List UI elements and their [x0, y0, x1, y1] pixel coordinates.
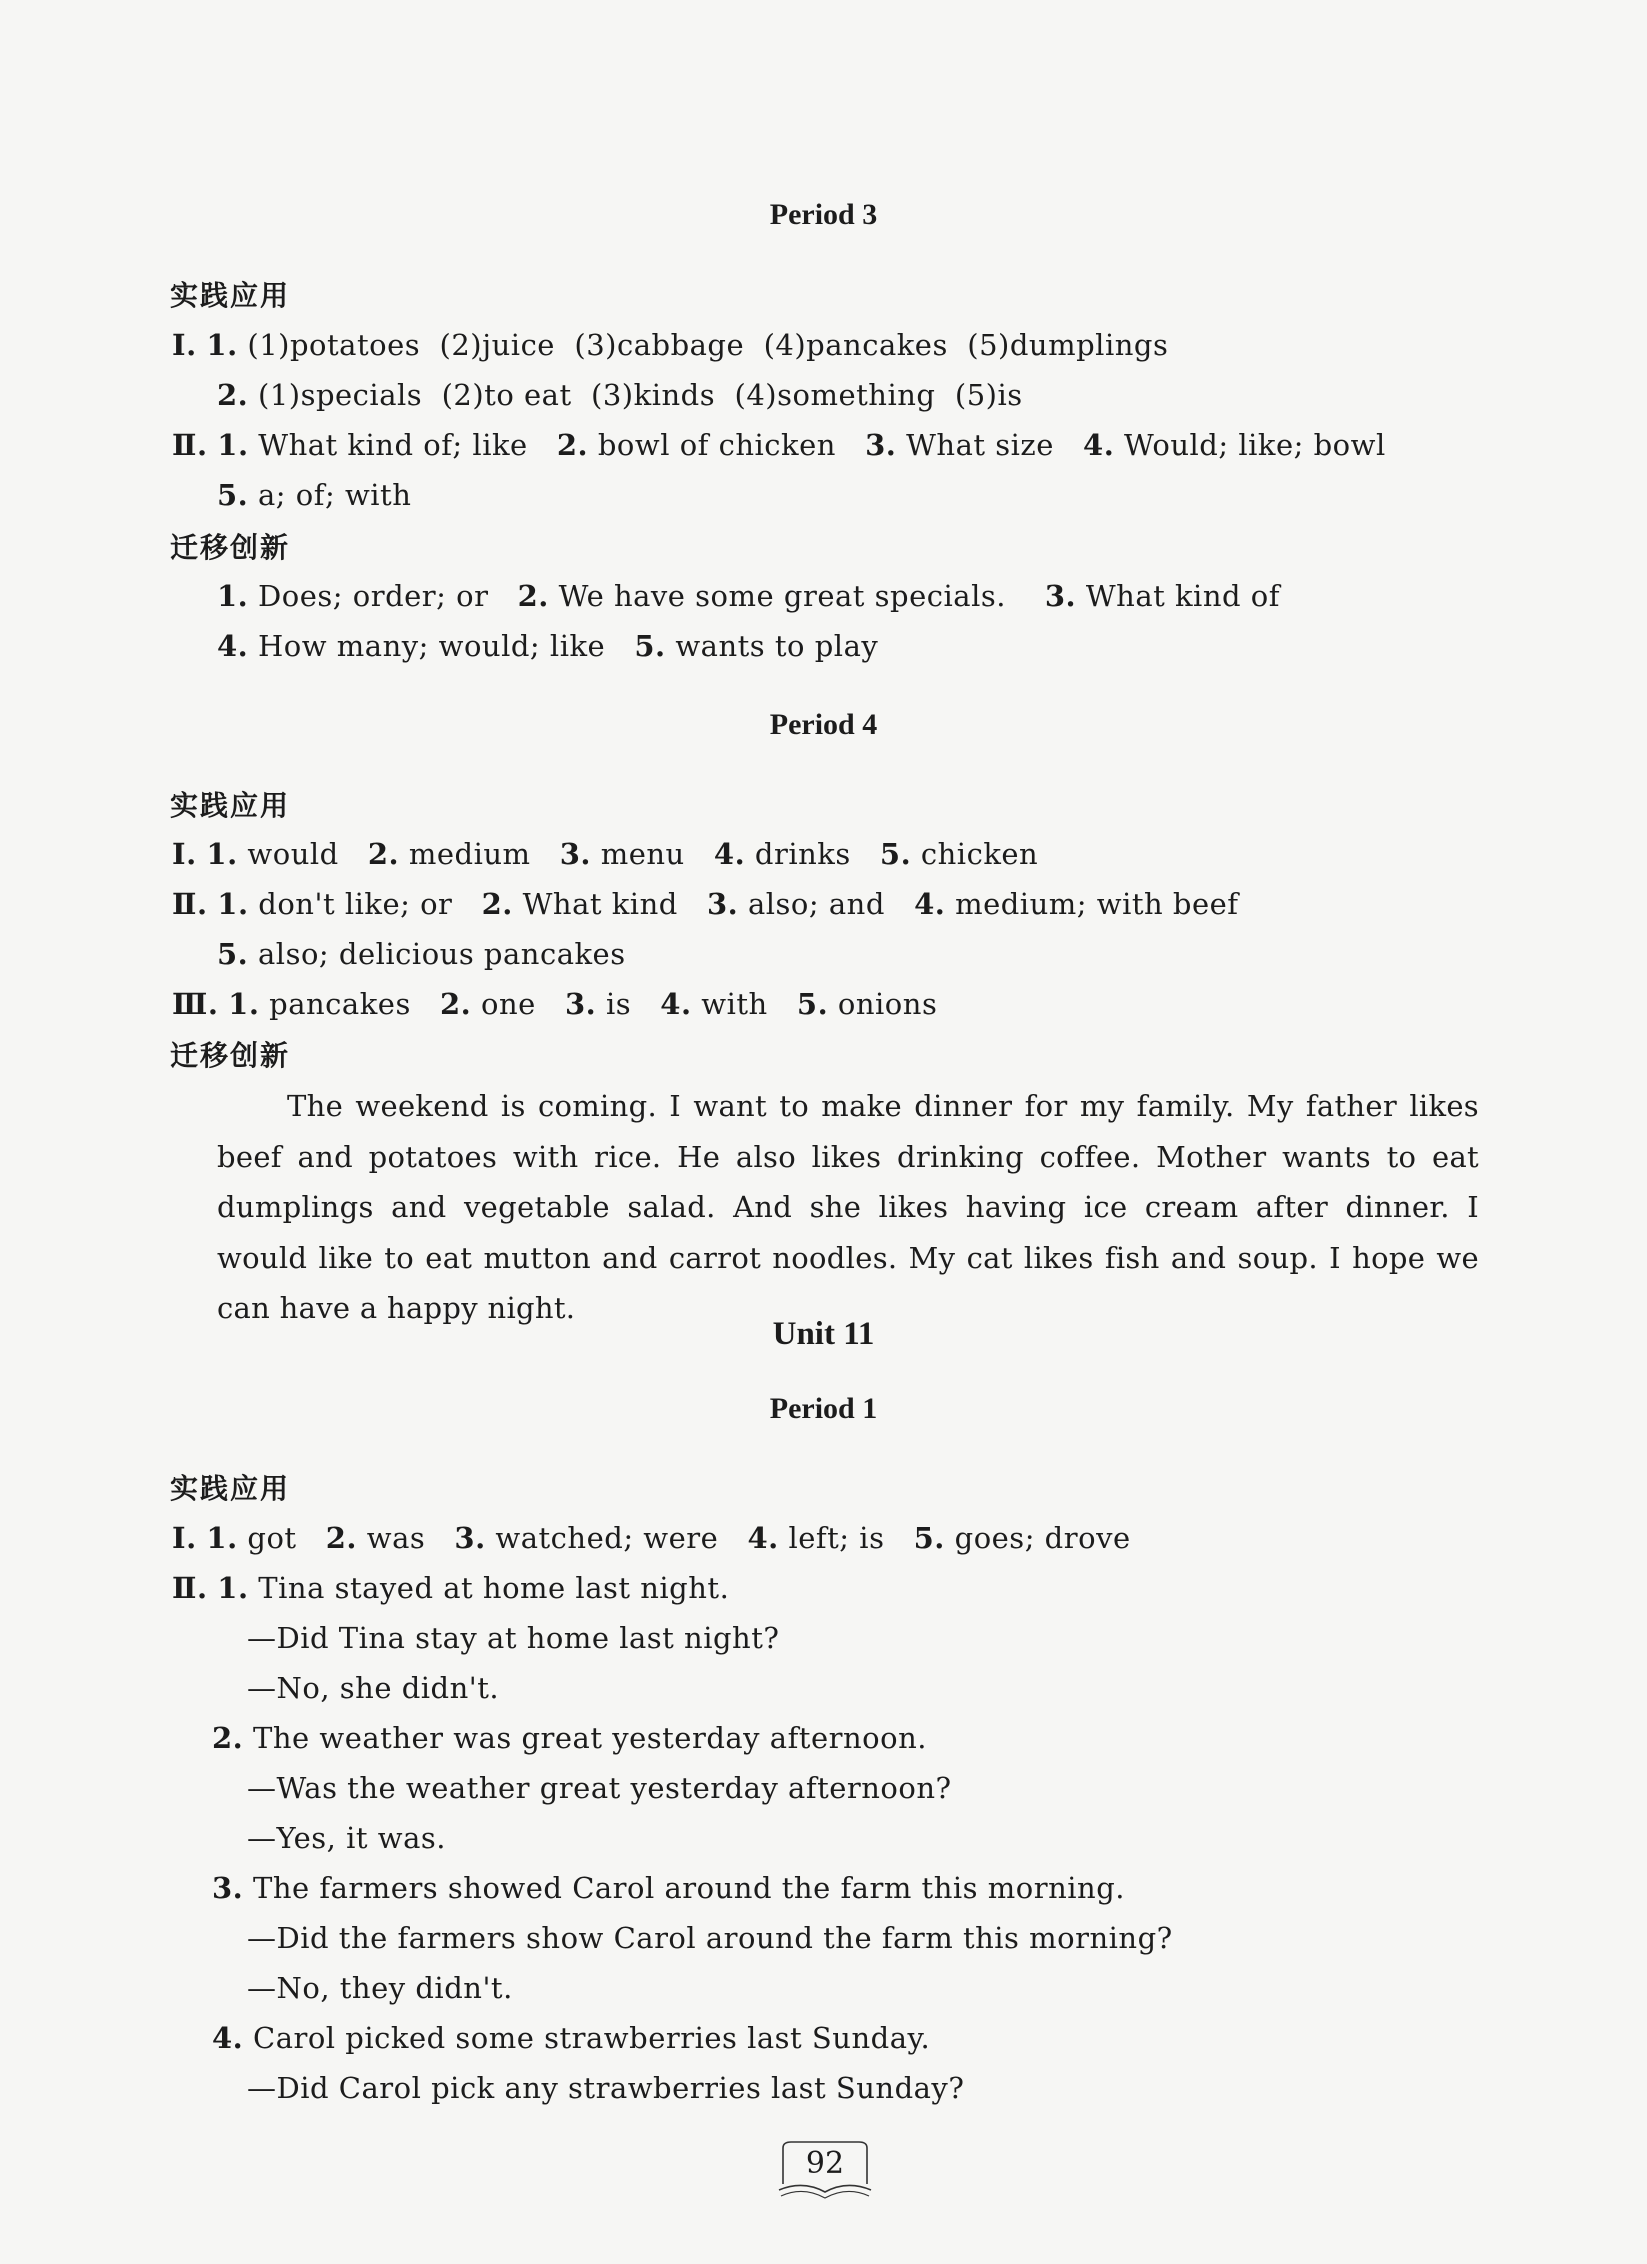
period4-essay: The weekend is coming. I want to make dinner for my family. My father likes beef and potatoes with rice. He also likes drinking coffee. Mother wants to eat dumplings and vegetable salad. And she likes having ice cream after dinner. I would like to eat mutton and carrot noodles. My cat likes fish and soup. I hope we can have a happy night.: [217, 1089, 1479, 1325]
period4-practice-II-row2: 5. also; delicious pancakes: [217, 937, 626, 971]
period4-practice-II-row1: Ⅱ. 1. don't like; or 2. What kind 3. also; and 4. medium; with beef: [172, 887, 1239, 921]
unit11-practice-heading: 实践应用: [170, 1472, 291, 1505]
unit11-II-4-question: —Did Carol pick any strawberries last Sunday?: [247, 2071, 965, 2105]
unit11-title: Unit 11: [772, 1316, 875, 1352]
unit11-II-1-statement: Ⅱ. 1. Tina stayed at home last night.: [172, 1571, 730, 1605]
unit11-practice-I: Ⅰ. 1. got 2. was 3. watched; were 4. left; is 5. goes; drove: [172, 1521, 1131, 1555]
period3-practice-I-2: 2. (1)specials (2)to eat (3)kinds (4)something (5)is: [217, 378, 1023, 412]
unit11-II-3-answer: —No, they didn't.: [247, 1971, 513, 2005]
period3-practice-II-row1: Ⅱ. 1. What kind of; like 2. bowl of chicken 3. What size 4. Would; like; bowl: [172, 428, 1386, 462]
unit11-period1-title: Period 1: [769, 1392, 878, 1425]
unit11-II-2-statement: 2. The weather was great yesterday afternoon.: [212, 1721, 927, 1755]
period4-transfer-heading: 迁移创新: [170, 1039, 291, 1072]
period4-title: Period 4: [769, 708, 878, 741]
period4-practice-I: Ⅰ. 1. would 2. medium 3. menu 4. drinks 5. chicken: [172, 837, 1039, 871]
period3-title: Period 3: [769, 198, 878, 231]
unit11-II-2-answer: —Yes, it was.: [247, 1821, 446, 1855]
page-number-text: 92: [805, 2146, 845, 2181]
unit11-II-2-question: —Was the weather great yesterday afternoon?: [247, 1771, 952, 1805]
unit11-II-3-statement: 3. The farmers showed Carol around the farm this morning.: [212, 1871, 1125, 1905]
period3-transfer-heading: 迁移创新: [170, 531, 291, 564]
unit11-II-3-question: —Did the farmers show Carol around the farm this morning?: [247, 1921, 1173, 1955]
unit11-II-1-answer: —No, she didn't.: [247, 1671, 500, 1705]
period4-practice-III: Ⅲ. 1. pancakes 2. one 3. is 4. with 5. onions: [172, 987, 938, 1021]
period3-practice-heading: 实践应用: [170, 279, 291, 312]
unit11-II-1-question: —Did Tina stay at home last night?: [247, 1621, 780, 1655]
page-number: [775, 2140, 875, 2202]
unit11-II-4-statement: 4. Carol picked some strawberries last Sunday.: [212, 2021, 931, 2055]
period4-practice-heading: 实践应用: [170, 789, 291, 822]
period3-practice-I-1: Ⅰ. 1. (1)potatoes (2)juice (3)cabbage (4)pancakes (5)dumplings: [172, 328, 1169, 362]
period3-practice-II-row2: 5. a; of; with: [217, 478, 412, 512]
period3-transfer-row2: 4. How many; would; like 5. wants to play: [217, 629, 879, 663]
period3-transfer-row1: 1. Does; order; or 2. We have some great specials. 3. What kind of: [217, 579, 1280, 613]
